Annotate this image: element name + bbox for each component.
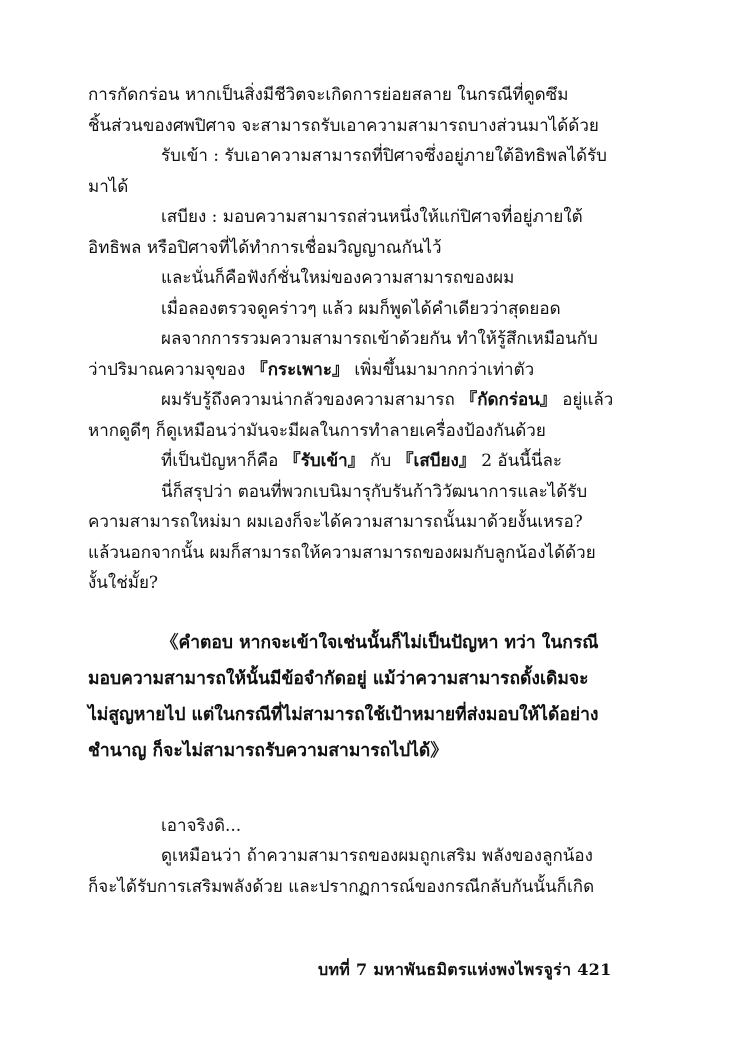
text-line: รับเข้า : รับเอาความสามารถที่ปิศาจซึ่งอยู่ภายใต้อิทธิพลได้รับ (161, 146, 607, 166)
paragraph-gap (88, 599, 660, 625)
text-fragment: กับ (364, 451, 397, 471)
text-fragment: ผมรับรู้ถึงความน่ากลัวของความสามารถ (161, 390, 461, 410)
text-line: ชิ้นส่วนของศพปิศาจ จะสามารถรับเอาความสามารถบางส่วนมาได้ด้วย (88, 115, 599, 136)
paragraph-gap (88, 795, 660, 811)
paragraph-gap (88, 769, 660, 795)
text-fragment: ที่เป็นปัญหาก็คือ (161, 451, 284, 471)
text-line (88, 446, 660, 477)
text-line: ความสามารถใหม่มา ผมเองก็จะได้ความสามารถนั้นมาด้วยงั้นเหรอ? (88, 512, 583, 532)
text-line: อิทธิพล หรือปิศาจที่ได้ทำการเชื่อมวิญญาณกันไว้ (88, 237, 442, 258)
text-line: ผลจากการรวมความสามารถเข้าด้วยกัน ทำให้รู้สึกเหมือนกับ (161, 329, 598, 349)
text-line: นี่ก็สรุปว่า ตอนที่พวกเบนิมารุกับรันก้าวิวัฒนาการและได้รับ (161, 481, 588, 502)
text-line: การกัดกร่อน หากเป็นสิ่งมีชีวิตจะเกิดการย่อยสลาย ในกรณีที่ดูดซึม (88, 85, 569, 105)
text-line: แล้วนอกจากนั้น ผมก็สามารถให้ความสามารถของผมกับลูกน้องได้ด้วย (88, 542, 596, 563)
page-footer: บทที่ 7 มหาพันธมิตรแห่งพงไพรจูร่า 421 (318, 960, 612, 979)
text-line: เมื่อลองตรวจดูคร่าวๆ แล้ว ผมก็พูดได้คำเดียวว่าสุดยอด (161, 298, 561, 319)
text-fragment: เพิ่มขึ้นมามากกว่าเท่าตัว (348, 359, 535, 380)
text-line: และนั่นก็คือฟังก์ชั่นใหม่ของความสามารถของผม (161, 268, 515, 288)
text-line: งั้นใช่มั้ย? (88, 573, 159, 593)
skill-term: 『รับเข้า』 (283, 451, 365, 471)
text-line: หากดูดีๆ ก็ดูเหมือนว่ามันจะมีผลในการทำลายเครื่องป้องกันด้วย (88, 420, 546, 441)
skill-term: 『กัดกร่อน』 (460, 390, 557, 410)
text-line (88, 355, 660, 386)
text-fragment: ว่าปริมาณความจุของ (88, 359, 251, 380)
text-line: มาได้ (88, 176, 129, 197)
answer-line: 《คำตอบ หากจะเข้าใจเช่นนั้นก็ไม่เป็นปัญหา ทว่า ในกรณี (161, 632, 599, 653)
text-fragment: อยู่แล้ว (556, 390, 614, 410)
skill-term: 『กระเพาะ』 (250, 359, 349, 380)
answer-line: มอบความสามารถให้นั้นมีข้อจำกัดอยู่ แม้ว่าความสามารถดั้งเดิมจะ (88, 668, 589, 689)
skill-term: 『เสบียง』 (396, 451, 476, 471)
text-fragment: 2 อันนี้นี่ละ (475, 451, 563, 471)
text-line: ก็จะได้รับการเสริมพลังด้วย และปรากฏการณ์ของกรณีกลับกันนั้นก็เกิด (88, 876, 595, 897)
text-line (88, 385, 660, 416)
answer-line: ชำนาญ ก็จะไม่สามารถรับความสามารถไปได้》 (88, 740, 448, 761)
page-body (88, 80, 660, 902)
text-line: เสบียง : มอบความสามารถส่วนหนึ่งให้แก่ปิศาจที่อยู่ภายใต้ (161, 207, 583, 227)
answer-line: ไม่สูญหายไป แต่ในกรณีที่ไม่สามารถใช้เป้าหมายที่ส่งมอบให้ได้อย่าง (88, 704, 599, 725)
text-line: ดูเหมือนว่า ถ้าความสามารถของผมถูกเสริม พลังของลูกน้อง (161, 846, 593, 866)
text-line: เอาจริงดิ... (161, 815, 242, 836)
